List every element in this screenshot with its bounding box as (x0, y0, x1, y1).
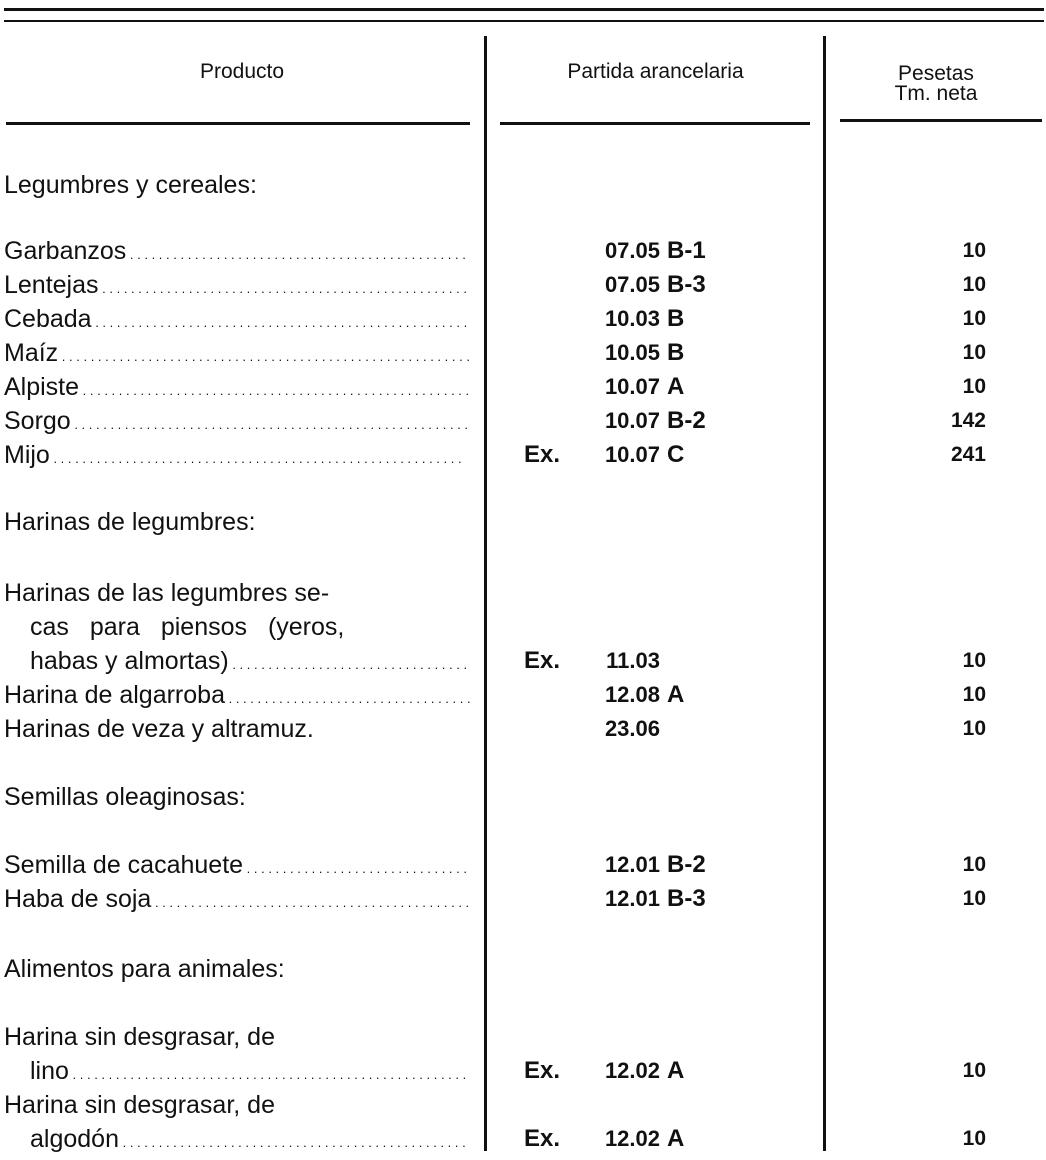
table-row (0, 268, 1046, 302)
table-row (0, 1020, 1046, 1054)
tariff-code: 11.03 (606, 648, 660, 673)
product-name: Semilla de cacahuete . . . (4, 848, 470, 886)
header-underline-product (6, 122, 470, 125)
table-row (0, 336, 1046, 370)
product-name: Harinas de veza y altramuz. (4, 715, 314, 743)
tariff-suffix: B (667, 305, 685, 332)
table-row (0, 438, 1046, 472)
section-heading: Legumbres y cereales: (4, 171, 257, 199)
tariff-suffix: A (667, 1057, 685, 1084)
pesetas-value: 10 (962, 1059, 986, 1082)
tariff-suffix: B-2 (667, 407, 706, 434)
tariff-suffix: B-2 (667, 851, 706, 878)
product-name: Mijo . . . (4, 438, 470, 476)
table-row (0, 370, 1046, 404)
tariff-code: 12.08 (604, 682, 660, 707)
product-name: Garbanzos . . . (4, 234, 470, 272)
product-name: Harina de algarroba . . . (4, 678, 470, 716)
table-row (0, 712, 1046, 746)
table-row (0, 404, 1046, 438)
pesetas-value: 10 (962, 307, 986, 330)
product-name: habas y almortas) . . . (30, 644, 470, 682)
pesetas-value: 10 (962, 853, 986, 876)
product-name: Haba de soja . . . (4, 882, 470, 920)
header-pesetas-line1: Pesetas (898, 62, 974, 85)
table-row (0, 302, 1046, 336)
product-name: lino . . . (30, 1054, 470, 1092)
header-pesetas-line2: Tm. neta (894, 82, 978, 105)
header-tariff: Partida arancelaria (567, 60, 744, 83)
product-name: Harinas de las legumbres se- (4, 579, 330, 607)
table-row (0, 678, 1046, 712)
tariff-code: 12.01 (604, 852, 660, 877)
tariff-suffix: A (667, 681, 685, 708)
table-row (0, 1122, 1046, 1156)
pesetas-value: 10 (962, 239, 986, 262)
tariff-ex-prefix: Ex. (524, 1125, 561, 1152)
product-name: Maíz . . . (4, 336, 470, 374)
tariff-code: 10.03 (604, 306, 660, 331)
product-name: Harina sin desgrasar, de (4, 1023, 275, 1051)
pesetas-value: 10 (962, 717, 986, 740)
tariff-code: 12.02 (604, 1058, 660, 1083)
pesetas-value: 10 (962, 375, 986, 398)
tariff-suffix: B (667, 339, 685, 366)
product-name: Alpiste . . . (4, 370, 470, 408)
product-name: Cebada . . . (4, 302, 470, 340)
header-product: Producto (199, 60, 285, 83)
tariff-code: 12.02 (604, 1126, 660, 1151)
header-underline-pesetas (840, 119, 1042, 122)
tariff-suffix: A (667, 373, 685, 400)
product-name: Lentejas . . . (4, 268, 470, 306)
tariff-code: 07.05 (604, 238, 660, 263)
product-name: Sorgo . . . (4, 404, 470, 442)
pesetas-value: 142 (950, 409, 986, 432)
section-heading: Harinas de legumbres: (4, 508, 256, 536)
product-name: algodón . . . (30, 1122, 470, 1160)
product-name: cas para piensos (yeros, (30, 613, 345, 641)
top-rule (4, 8, 1044, 11)
table-row (0, 882, 1046, 916)
header-underline-tariff (500, 122, 810, 125)
table-row (0, 610, 1046, 644)
tariff-ex-prefix: Ex. (524, 1057, 561, 1084)
tariff-code: 23.06 (604, 716, 660, 741)
table-row (0, 1054, 1046, 1088)
tariff-code: 10.07 (604, 442, 660, 467)
tariff-code: 10.07 (604, 408, 660, 433)
tariff-code: 07.05 (604, 272, 660, 297)
table-row (0, 576, 1046, 610)
product-name: Harina sin desgrasar, de (4, 1091, 275, 1119)
table-row (0, 848, 1046, 882)
table-row (0, 644, 1046, 678)
pesetas-value: 10 (962, 887, 986, 910)
tariff-code: 10.05 (604, 340, 660, 365)
pesetas-value: 10 (962, 341, 986, 364)
tariff-suffix: B-1 (667, 237, 706, 264)
tariff-suffix: B-3 (667, 271, 706, 298)
table-row (0, 1088, 1046, 1122)
table-row (0, 234, 1046, 268)
tariff-ex-prefix: Ex. (524, 647, 561, 674)
tariff-suffix: A (667, 1125, 685, 1152)
pesetas-value: 10 (962, 649, 986, 672)
section-heading: Semillas oleaginosas: (4, 783, 246, 811)
section-heading: Alimentos para animales: (4, 955, 285, 983)
pesetas-value: 241 (950, 443, 986, 466)
pesetas-value: 10 (962, 683, 986, 706)
tariff-code: 10.07 (604, 374, 660, 399)
top-rule-2 (4, 20, 1044, 22)
tariff-suffix: C (667, 441, 685, 468)
tariff-code: 12.01 (604, 886, 660, 911)
tariff-ex-prefix: Ex. (524, 441, 561, 468)
pesetas-value: 10 (962, 1127, 986, 1150)
pesetas-value: 10 (962, 273, 986, 296)
tariff-suffix: B-3 (667, 885, 706, 912)
